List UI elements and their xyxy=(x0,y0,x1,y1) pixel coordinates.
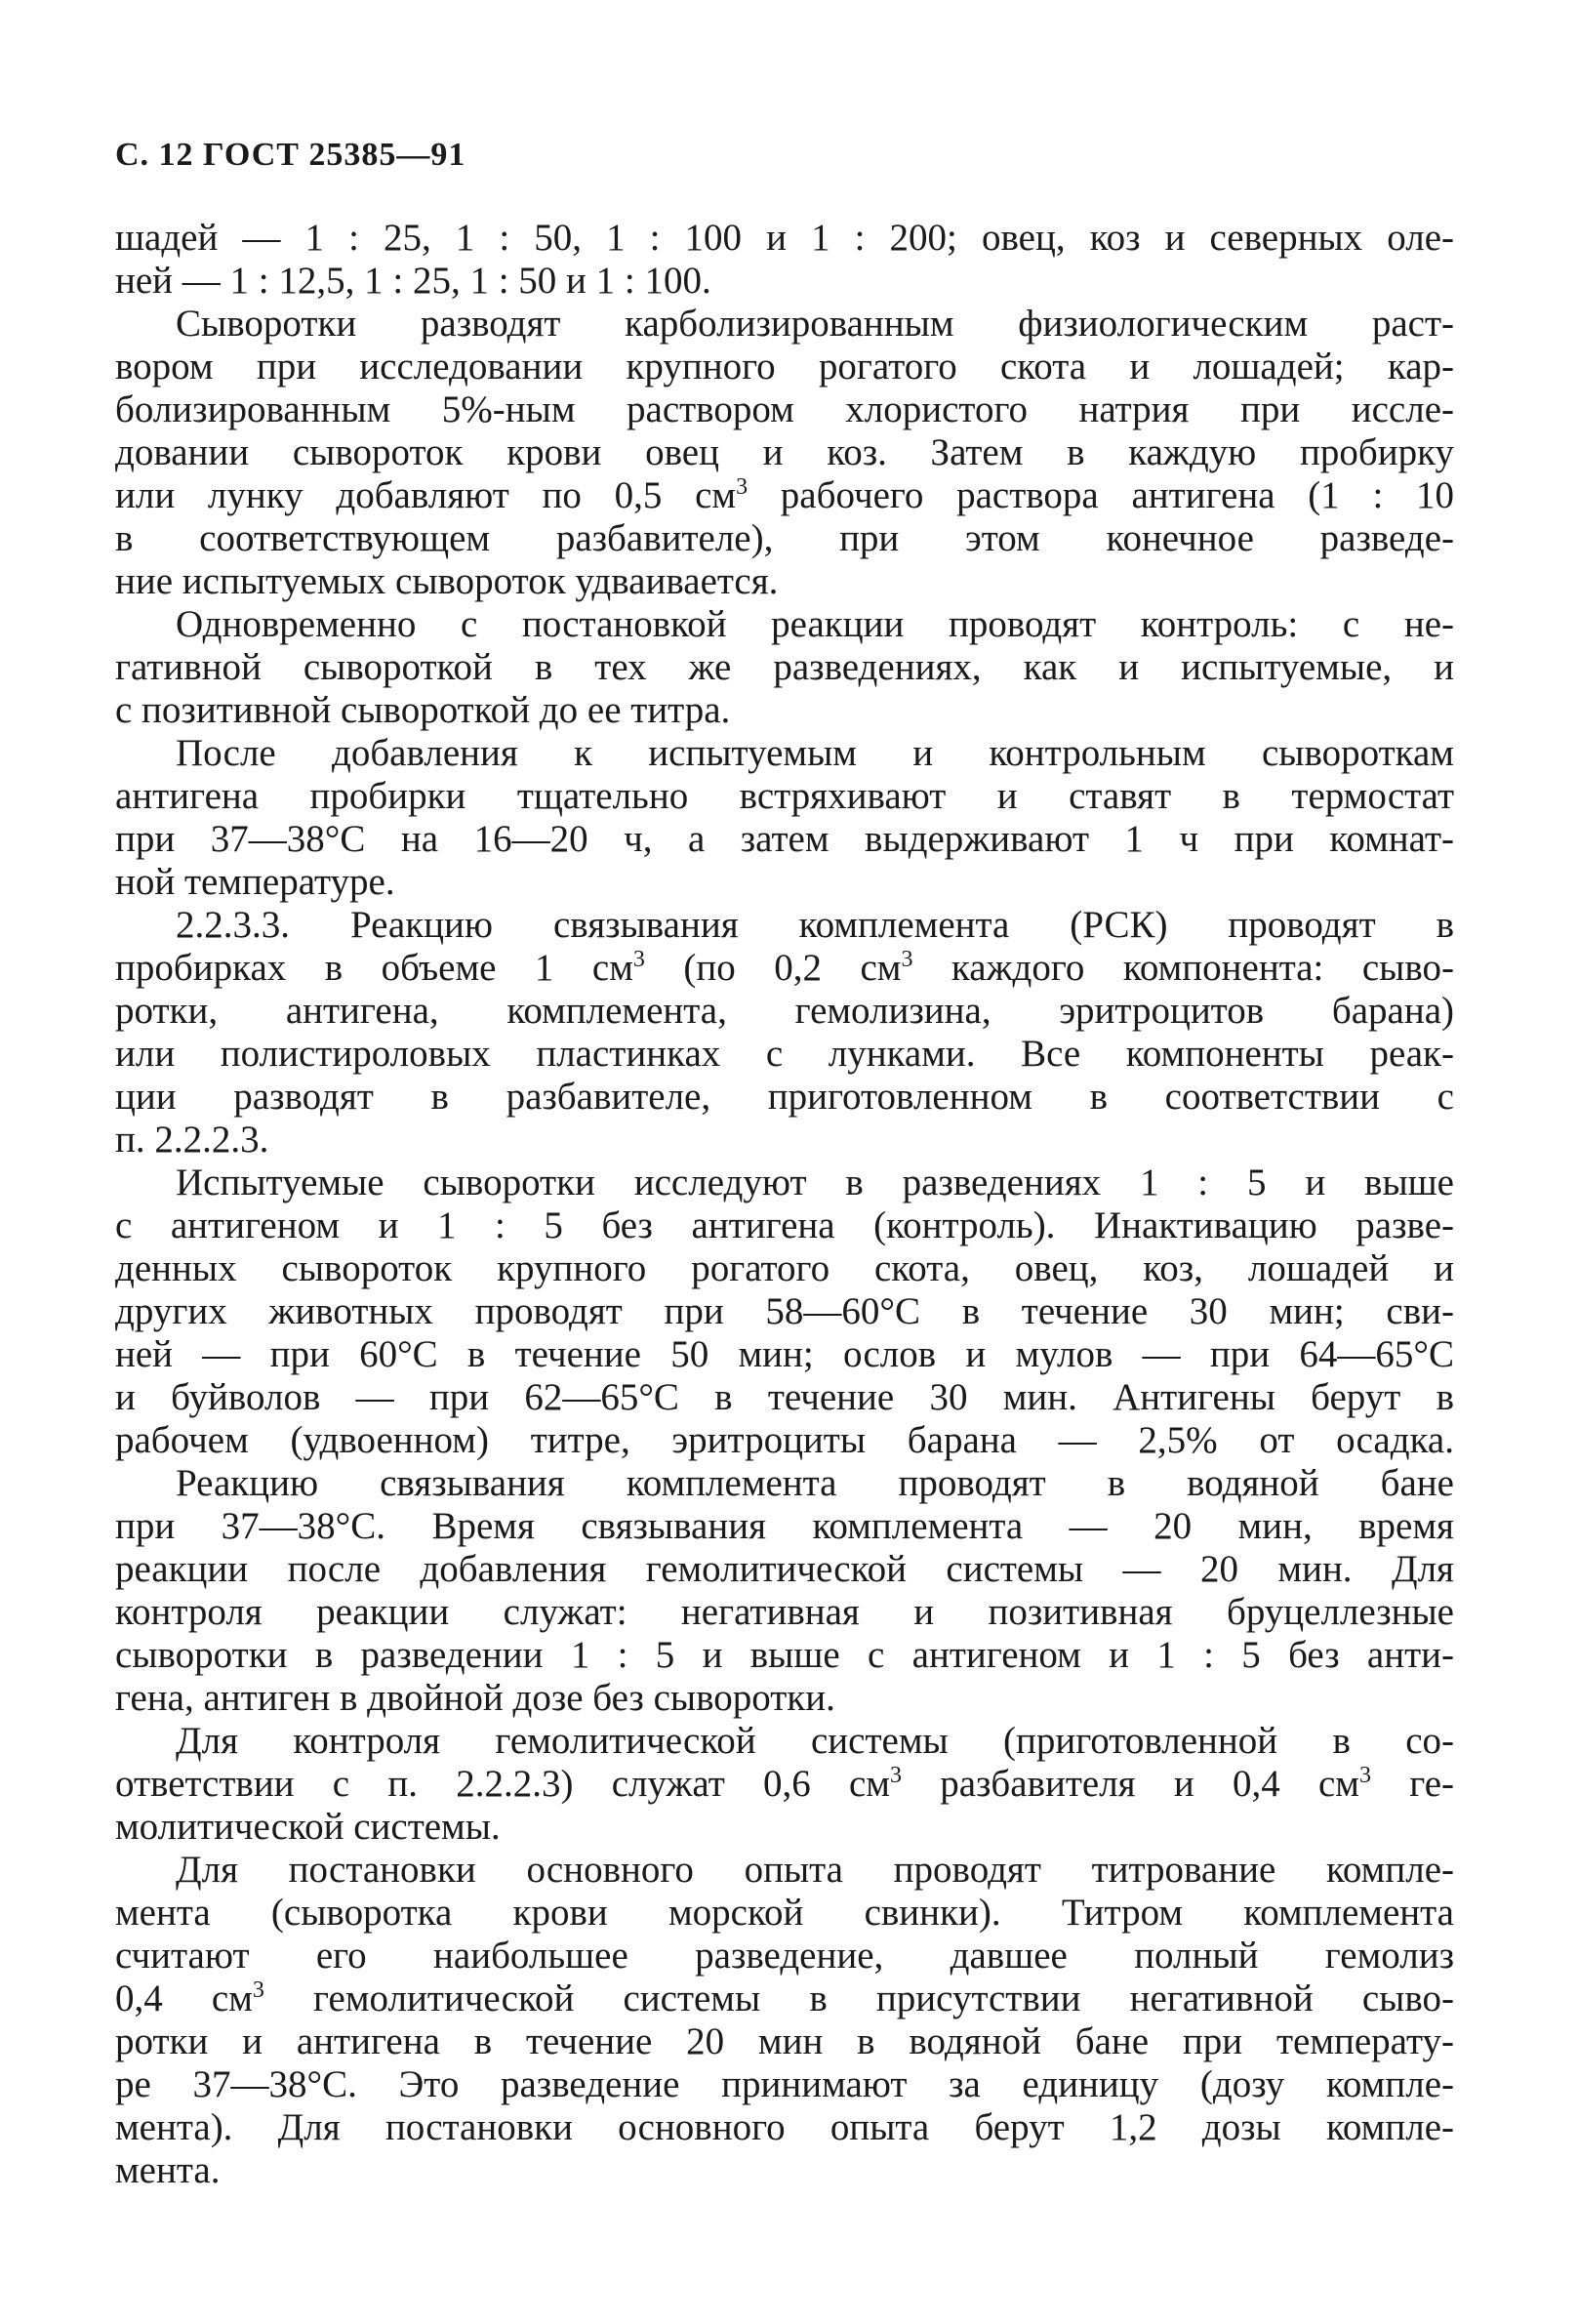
text-line: Для постановки основного опыта проводят титрование компле- xyxy=(176,1849,1454,1891)
text-line: гена, антиген в двойной дозе без сыворотки. xyxy=(115,1677,835,1719)
text-line: при 37—38°С. Время связывания комплемента — 20 мин, время xyxy=(115,1505,1454,1547)
text-line: или лунку добавляют по 0,5 $см^3$ рабочего раствора антигена (1 : 10 xyxy=(115,474,1454,516)
text-line: ние испытуемых сывороток удваивается. xyxy=(115,560,779,602)
text-line: Реакцию связывания комплемента проводят в водяной бане xyxy=(176,1462,1454,1504)
text-line: довании сывороток крови овец и коз. Затем в каждую пробирку xyxy=(115,431,1454,473)
text-line: Испытуемые сыворотки исследуют в разведениях 1 : 5 и выше xyxy=(176,1162,1454,1203)
text-line: Для контроля гемолитической системы (приготовленной в со- xyxy=(176,1720,1454,1762)
text-line: Сыворотки разводят карболизированным физиологическим раст- xyxy=(176,303,1454,345)
text-line: ней — 1 : 12,5, 1 : 25, 1 : 50 и 1 : 100. xyxy=(115,260,711,302)
text-line: мента. xyxy=(115,2149,221,2191)
text-line: считают его наибольшее разведение, давшее полный гемолиз xyxy=(115,1935,1454,1977)
text-line: 0,4 $см^3$ гемолитической системы в присутствии негативной сыво- xyxy=(115,1977,1454,2019)
text-line: в соответствующем разбавителе), при этом конечное разведе- xyxy=(115,517,1454,559)
text-line: реакции после добавления гемолитической системы — 20 мин. Для xyxy=(115,1548,1454,1590)
text-line: болизированным 5%-ным раствором хлористого натрия при иссле- xyxy=(115,388,1454,430)
text-line: молитической системы. xyxy=(115,1806,501,1848)
text-line: контроля реакции служат: негативная и позитивная бруцеллезные xyxy=(115,1591,1454,1633)
text-line: ротки, антигена, комплемента, гемолизина, эритроцитов барана) xyxy=(115,990,1454,1032)
text-line: п. 2.2.2.3. xyxy=(115,1119,269,1161)
text-line: Одновременно с постановкой реакции проводят контроль: с не- xyxy=(176,603,1454,645)
text-line: ней — при 60°С в течение 50 мин; ослов и мулов — при 64—65°С xyxy=(115,1333,1454,1375)
text-line: мента). Для постановки основного опыта берут 1,2 дозы компле- xyxy=(115,2106,1454,2148)
text-line: ной температуре. xyxy=(115,861,395,903)
text-line: и буйволов — при 62—65°С в течение 30 мин. Антигены берут в xyxy=(115,1376,1454,1418)
text-line: ответствии с п. 2.2.2.3) служат 0,6 $см^3$ разбавителя и 0,4 $см^3$ ге- xyxy=(115,1763,1454,1805)
text-line: вором при исследовании крупного рогатого скота и лошадей; кар- xyxy=(115,346,1454,387)
page-header: С. 12 ГОСТ 25385—91 xyxy=(115,137,466,173)
text-line: других животных проводят при 58—60°С в течение 30 мин; сви- xyxy=(115,1290,1454,1332)
body-text xyxy=(115,217,1454,2192)
text-line: После добавления к испытуемым и контрольным сывороткам xyxy=(176,732,1454,774)
text-line: антигена пробирки тщательно встряхивают и ставят в термостат xyxy=(115,775,1454,817)
text-line: с позитивной сывороткой до ее титра. xyxy=(115,689,731,731)
text-line: пробирках в объеме 1 $см^3$ (по 0,2 $см^3$ каждого компонента: сыво- xyxy=(115,947,1454,989)
text-line: сыворотки в разведении 1 : 5 и выше с антигеном и 1 : 5 без анти- xyxy=(115,1634,1454,1676)
text-line: денных сывороток крупного рогатого скота, овец, коз, лошадей и xyxy=(115,1247,1454,1289)
text-line: ротки и антигена в течение 20 мин в водяной бане при температу- xyxy=(115,2020,1454,2062)
text-line: ре 37—38°С. Это разведение принимают за единицу (дозу компле- xyxy=(115,2063,1454,2105)
text-line: гативной сывороткой в тех же разведениях, как и испытуемые, и xyxy=(115,646,1454,688)
text-line: 2.2.3.3. Реакцию связывания комплемента (РСК) проводят в xyxy=(176,904,1454,946)
text-line: с антигеном и 1 : 5 без антигена (контроль). Инактивацию разве- xyxy=(115,1204,1454,1246)
text-line: ции разводят в разбавителе, приготовленном в соответствии с xyxy=(115,1076,1454,1118)
text-line: при 37—38°С на 16—20 ч, а затем выдерживают 1 ч при комнат- xyxy=(115,818,1454,860)
text-line: или полистироловых пластинках с лунками. Все компоненты реак- xyxy=(115,1033,1454,1075)
text-line: мента (сыворотка крови морской свинки). Титром комплемента xyxy=(115,1892,1454,1934)
text-line: рабочем (удвоенном) титре, эритроциты барана — 2,5% от осадка. xyxy=(115,1419,1454,1461)
text-line: шадей — 1 : 25, 1 : 50, 1 : 100 и 1 : 200; овец, коз и северных оле- xyxy=(115,217,1454,259)
